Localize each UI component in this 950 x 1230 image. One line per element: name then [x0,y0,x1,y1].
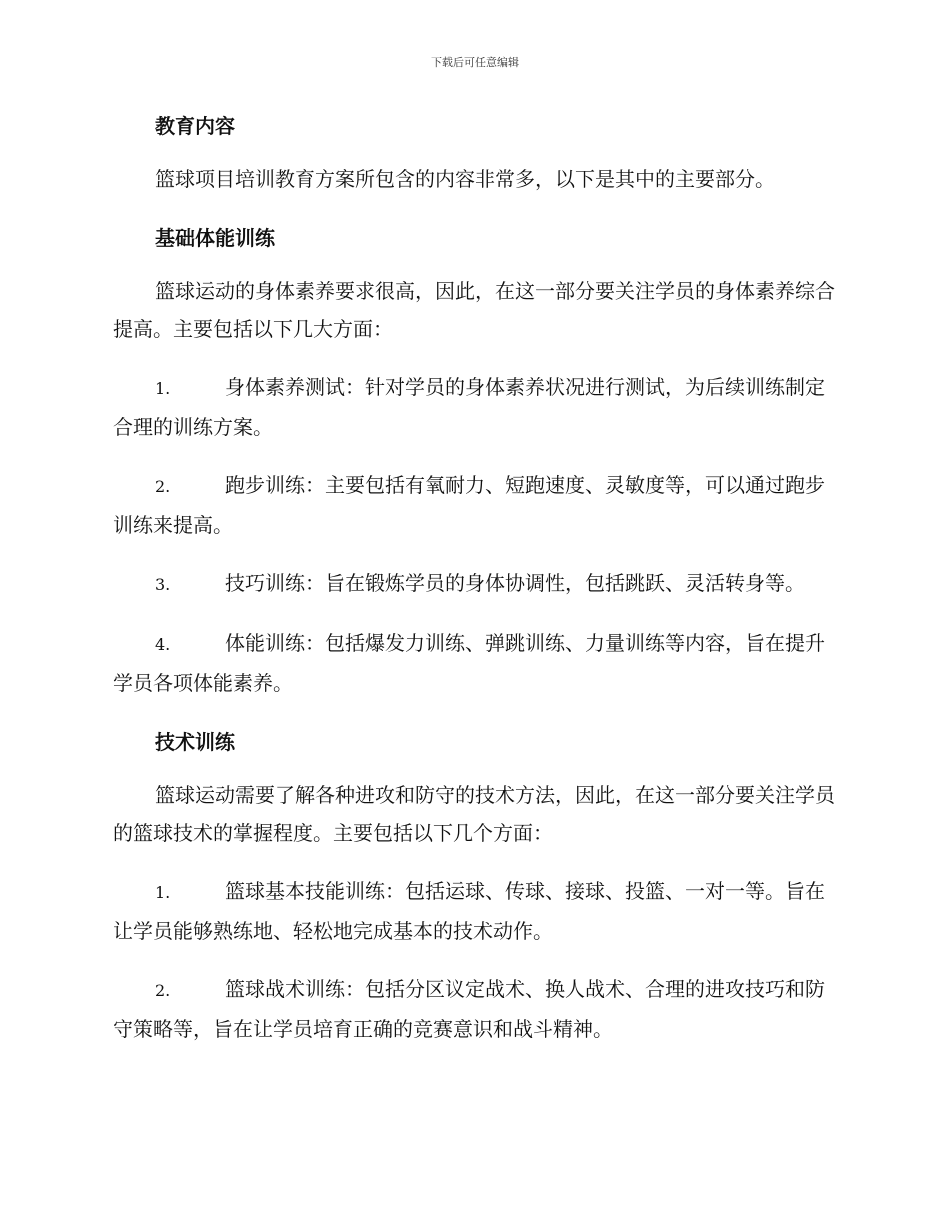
list-item [113,564,835,604]
section-heading-technical-training: 技术训练 [155,730,235,754]
list-text: 技巧训练：旨在锻炼学员的身体协调性，包括跳跃、灵活转身等。 [225,571,805,595]
list-item [113,466,835,544]
list-number: 3. [155,575,171,594]
section-paragraph: 篮球项目培训教育方案所包含的内容非常多，以下是其中的主要部分。 [155,167,775,191]
section-heading-basic-fitness: 基础体能训练 [155,226,275,250]
list-text: 身体素养测试：针对学员的身体素养状况进行测试，为后续训练制定合理的训练方案。 [113,375,825,439]
list-text: 体能训练：包括爆发力训练、弹跳训练、力量训练等内容，旨在提升学员各项体能素养。 [113,631,825,695]
list-number: 2. [155,477,171,496]
list-text: 篮球基本技能训练：包括运球、传球、接球、投篮、一对一等。旨在让学员能够熟练地、轻松地完成基本的技术动作。 [113,879,825,943]
list-item [113,368,835,446]
list-number: 1. [155,379,171,398]
list-item [113,624,835,702]
list-number: 1. [155,883,171,902]
section-heading-education-content: 教育内容 [155,114,235,138]
list-number: 4. [155,635,171,654]
list-item [113,872,835,950]
list-item [113,970,835,1048]
list-text: 篮球战术训练：包括分区议定战术、换人战术、合理的进攻技巧和防守策略等，旨在让学员培育正确的竞赛意识和战斗精神。 [113,977,825,1041]
header-note: 下载后可任意编辑 [431,56,519,69]
document-body [113,106,835,1068]
list-text: 跑步训练：主要包括有氧耐力、短跑速度、灵敏度等，可以通过跑步训练来提高。 [113,473,825,537]
list-number: 2. [155,981,171,1000]
section-paragraph: 篮球运动的身体素养要求很高，因此，在这一部分要关注学员的身体素养综合提高。主要包括以下几大方面： [113,279,835,341]
section-paragraph: 篮球运动需要了解各种进攻和防守的技术方法，因此，在这一部分要关注学员的篮球技术的掌握程度。主要包括以下几个方面： [113,783,835,845]
